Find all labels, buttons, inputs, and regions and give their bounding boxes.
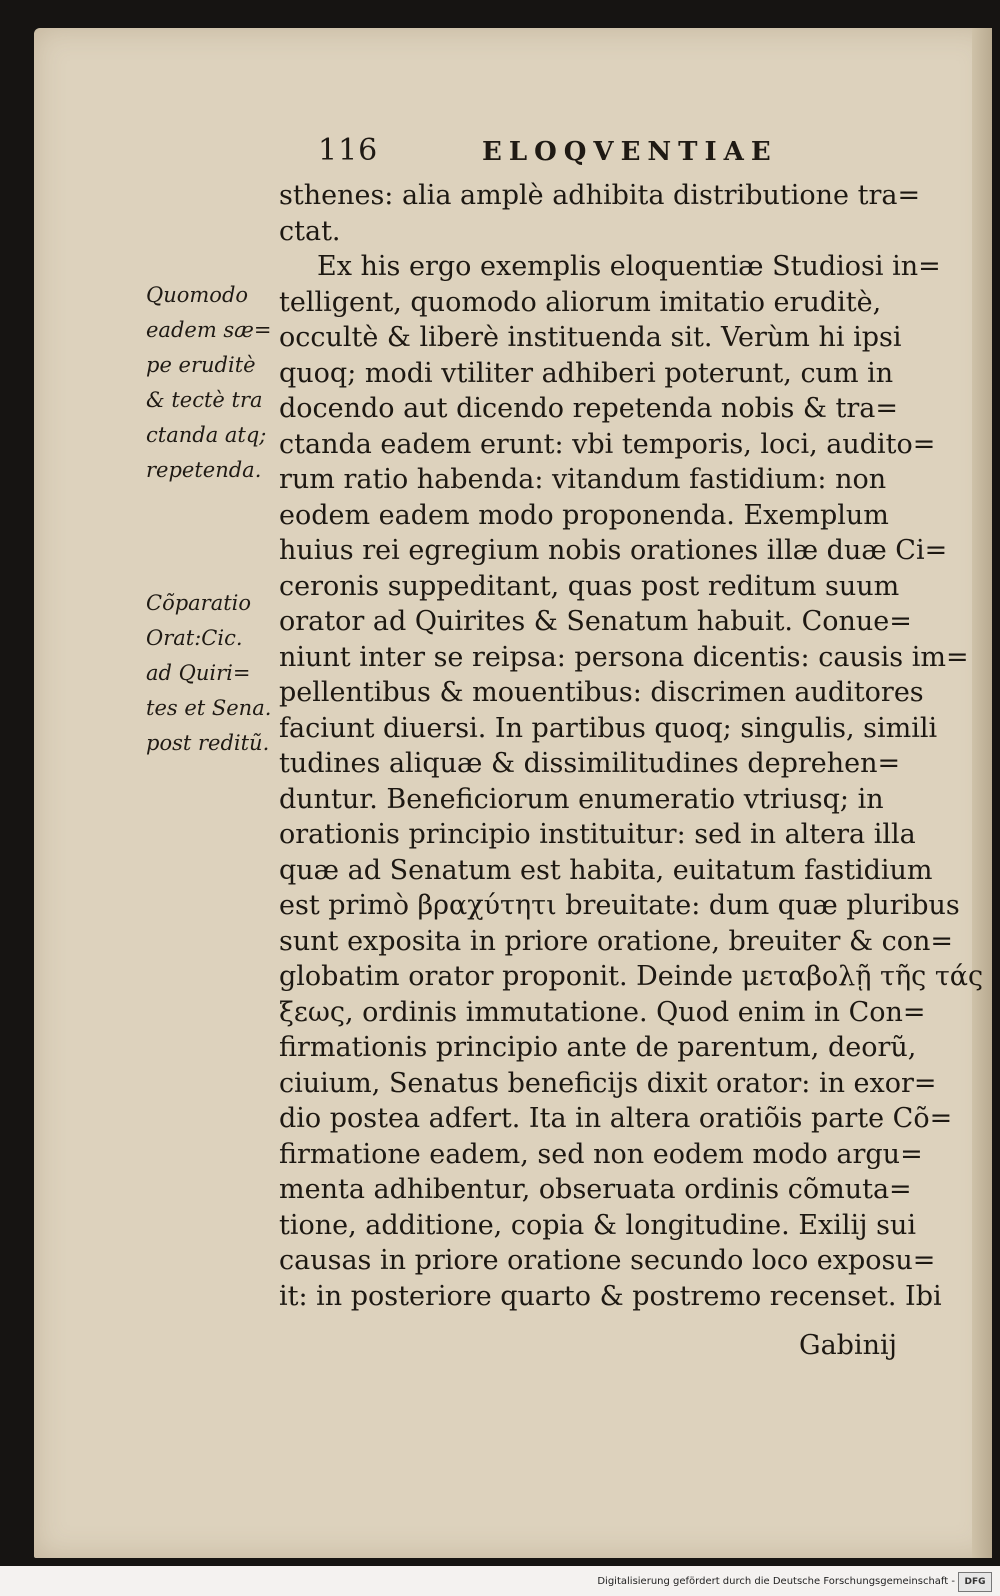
text-line: orator ad Quirites & Senatum habuit. Conue=: [279, 606, 912, 637]
text-line: Ex his ergo exemplis eloquentiæ Studiosi in=: [317, 251, 941, 282]
text-line: faciunt diuersi. In partibus quoq; singulis, simili: [279, 712, 938, 744]
text-line: docendo aut dicendo repetenda nobis & tra=: [279, 393, 899, 424]
margin-note-line: ctanda atq;: [146, 423, 267, 447]
book-page: [34, 28, 992, 1558]
text-line: niunt inter se reipsa: persona dicentis: causis im=: [279, 641, 969, 673]
margin-note-line: tes et Sena.: [146, 696, 272, 720]
margin-note-line: repetenda.: [146, 458, 262, 482]
text-line: telligent, quomodo aliorum imitatio eruditè,: [279, 286, 882, 318]
text-line: quæ ad Senatum est habita, euitatum fastidium: [279, 854, 933, 886]
text-line: sthenes: alia amplè adhibita distributione tra=: [279, 180, 921, 211]
text-line: tione, additione, copia & longitudine. Exilij sui: [279, 1209, 917, 1241]
catchword: Gabinij: [799, 1330, 897, 1361]
text-line: pellentibus & mouentibus: discrimen auditores: [279, 677, 924, 708]
text-line: huius rei egregium nobis orationes illæ duæ Ci=: [279, 535, 948, 566]
margin-note-line: ad Quiri=: [146, 661, 251, 685]
funding-credit: Digitalisierung gefördert durch die Deutsche Forschungsgemeinschaft -: [597, 1576, 955, 1587]
text-line: menta adhibentur, obseruata ordinis cõmuta=: [279, 1174, 912, 1205]
dfg-logo: DFG: [958, 1572, 992, 1592]
text-line: rum ratio habenda: vitandum fastidium: non: [279, 464, 887, 495]
text-line: firmatione eadem, sed non eodem modo argu=: [279, 1138, 923, 1170]
text-line: dio postea adfert. Ita in altera oratiõis parte Cõ=: [279, 1103, 953, 1134]
page-number: 116: [318, 133, 379, 168]
text-line: orationis principio instituitur: sed in altera illa: [279, 819, 916, 850]
text-line: tudines aliquæ & dissimilitudines deprehen=: [279, 748, 901, 779]
text-line: duntur. Beneficiorum enumeratio vtriusq; in: [279, 783, 884, 815]
margin-note-line: eadem sæ=: [146, 318, 272, 342]
text-line: ξεως, ordinis immutatione. Quod enim in Con=: [279, 996, 926, 1028]
margin-note-line: Cõparatio: [146, 591, 252, 615]
margin-note-line: pe eruditè: [146, 353, 256, 377]
text-line: it: in posteriore quarto & postremo recenset. Ibi: [279, 1280, 942, 1312]
running-title: ELOQVENTIAE: [482, 137, 778, 167]
body-text: [279, 178, 984, 1314]
text-line: eodem eadem modo proponenda. Exemplum: [279, 499, 889, 531]
margin-note-line: Orat:Cic.: [146, 626, 243, 650]
text-line: causas in priore oratione secundo loco exposu=: [279, 1245, 936, 1276]
text-line: ceronis suppeditant, quas post reditum suum: [279, 570, 900, 602]
text-line: ctanda eadem erunt: vbi temporis, loci, audito=: [279, 428, 936, 460]
text-line: quoq; modi vtiliter adhiberi poterunt, cum in: [279, 357, 894, 389]
text-line: sunt exposita in priore oratione, breuiter & con=: [279, 925, 954, 957]
margin-note-line: & tectè tra: [146, 388, 263, 412]
text-line: firmationis principio ante de parentum, deorũ,: [279, 1032, 917, 1063]
text-line: globatim orator proponit. Deinde μεταβολῇ τῆς τάς: [279, 961, 984, 992]
text-line: ciuium, Senatus beneficijs dixit orator: in exor=: [279, 1067, 937, 1099]
margin-note-line: post reditũ.: [146, 731, 270, 755]
footer-bar: [0, 1566, 1000, 1596]
margin-note-line: Quomodo: [146, 283, 249, 307]
text-line: occultè & liberè instituenda sit. Verùm hi ipsi: [279, 322, 902, 353]
text-line: ctat.: [279, 215, 341, 247]
page-header: [34, 133, 992, 183]
text-line: est primò βραχύτητι breuitate: dum quæ pluribus: [279, 890, 960, 921]
